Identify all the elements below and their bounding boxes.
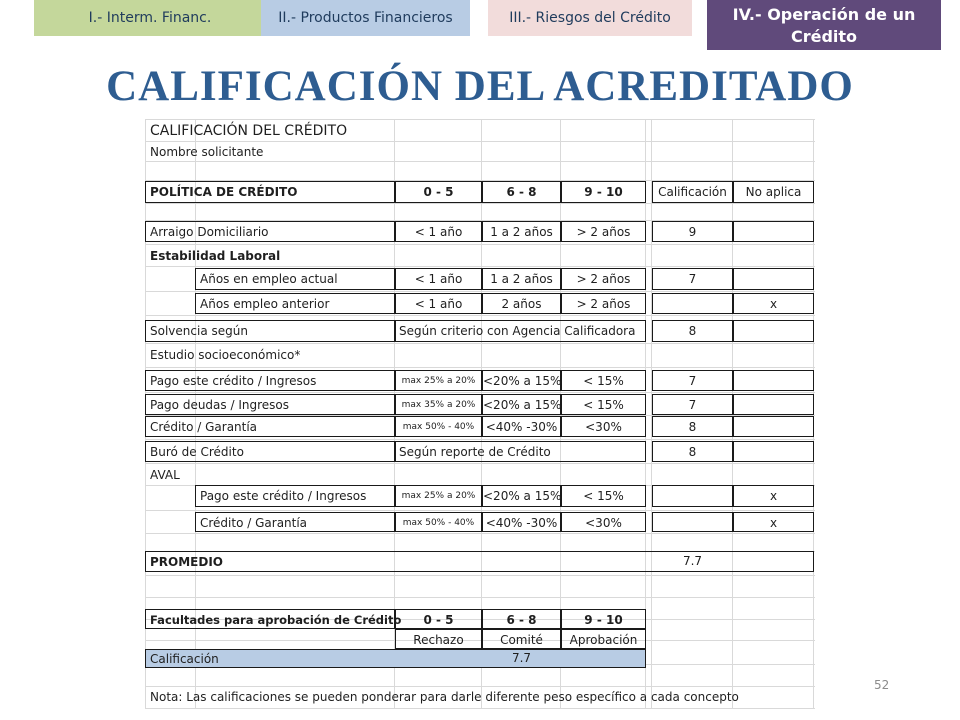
facultades-col3: 9 - 10 xyxy=(561,609,646,629)
aval-pago-c1: max 25% a 20% xyxy=(395,485,482,507)
aval-credito-na[interactable]: x xyxy=(733,512,814,532)
arraigo-label: Arraigo Domiciliario xyxy=(145,221,395,242)
arraigo-score[interactable]: 9 xyxy=(652,221,733,242)
pago-deudas-score[interactable]: 7 xyxy=(652,394,733,415)
promedio-label: PROMEDIO xyxy=(145,551,814,572)
promedio-value: 7.7 xyxy=(682,554,703,568)
facultades-comite: Comité xyxy=(482,629,561,649)
aval-credito-label: Crédito / Garantía xyxy=(195,512,395,532)
estudio-label: Estudio socioeconómico* xyxy=(150,348,301,362)
sheet-heading: CALIFICACIÓN DEL CRÉDITO xyxy=(150,123,348,139)
empleo-anterior-c1: < 1 año xyxy=(395,293,482,314)
policy-col1: 0 - 5 xyxy=(395,181,482,203)
tab-interm-financ[interactable]: I.- Interm. Financ. xyxy=(34,0,266,36)
credito-garantia-label: Crédito / Garantía xyxy=(145,416,395,437)
solvencia-na[interactable] xyxy=(733,320,814,342)
pago-credito-c1: max 25% a 20% xyxy=(395,370,482,391)
arraigo-c2: 1 a 2 años xyxy=(482,221,561,242)
credito-garantia-na[interactable] xyxy=(733,416,814,437)
pago-credito-na[interactable] xyxy=(733,370,814,391)
facultades-col1: 0 - 5 xyxy=(395,609,482,629)
empleo-actual-score[interactable]: 7 xyxy=(652,268,733,290)
facultades-aprobacion: Aprobación xyxy=(561,629,646,649)
empleo-anterior-na[interactable]: x xyxy=(733,293,814,314)
tab-operacion-credito[interactable]: IV.- Operación de un Crédito xyxy=(707,0,941,50)
buro-label: Buró de Crédito xyxy=(145,441,395,462)
credito-garantia-c3: <30% xyxy=(561,416,646,437)
empleo-anterior-c2: 2 años xyxy=(482,293,561,314)
empleo-actual-label: Años en empleo actual xyxy=(195,268,395,290)
policy-label: POLÍTICA DE CRÉDITO xyxy=(145,181,395,203)
empleo-anterior-score[interactable] xyxy=(652,293,733,314)
page-number: 52 xyxy=(874,678,890,692)
facultades-col2: 6 - 8 xyxy=(482,609,561,629)
pago-credito-c3: < 15% xyxy=(561,370,646,391)
calificacion-value: 7.7 xyxy=(511,651,532,665)
tab-riesgos-credito[interactable]: III.- Riesgos del Crédito xyxy=(488,0,692,36)
calificacion-label: Calificación xyxy=(145,649,646,668)
credito-garantia-c2: <40% -30% xyxy=(482,416,561,437)
pago-credito-score[interactable]: 7 xyxy=(652,370,733,391)
aval-credito-c3: <30% xyxy=(561,512,646,532)
aval-pago-c2: <20% a 15% xyxy=(482,485,561,507)
estabilidad-label: Estabilidad Laboral xyxy=(150,249,281,263)
facultades-rechazo: Rechazo xyxy=(395,629,482,649)
aval-credito-c2: <40% -30% xyxy=(482,512,561,532)
empleo-actual-c3: > 2 años xyxy=(561,268,646,290)
policy-col-na: No aplica xyxy=(733,181,814,203)
buro-score[interactable]: 8 xyxy=(652,441,733,462)
spreadsheet xyxy=(145,119,815,709)
aval-credito-score[interactable] xyxy=(652,512,733,532)
empleo-actual-c2: 1 a 2 años xyxy=(482,268,561,290)
page-title: CALIFICACIÓN DEL ACREDITADO xyxy=(106,63,854,110)
pago-credito-label: Pago este crédito / Ingresos xyxy=(145,370,395,391)
arraigo-c3: > 2 años xyxy=(561,221,646,242)
solvencia-label: Solvencia según xyxy=(145,320,395,342)
empleo-anterior-c3: > 2 años xyxy=(561,293,646,314)
arraigo-c1: < 1 año xyxy=(395,221,482,242)
solvencia-score[interactable]: 8 xyxy=(652,320,733,342)
credito-garantia-score[interactable]: 8 xyxy=(652,416,733,437)
solvencia-criteria: Según criterio con Agencia Calificadora xyxy=(395,320,646,342)
policy-col-score: Calificación xyxy=(652,181,733,203)
buro-criteria: Según reporte de Crédito xyxy=(395,441,646,462)
pago-deudas-label: Pago deudas / Ingresos xyxy=(145,394,395,415)
credito-garantia-c1: max 50% - 40% xyxy=(395,416,482,437)
facultades-label: Facultades para aprobación de Crédito xyxy=(145,609,395,629)
pago-credito-c2: <20% a 15% xyxy=(482,370,561,391)
pago-deudas-c1: max 35% a 20% xyxy=(395,394,482,415)
aval-pago-na[interactable]: x xyxy=(733,485,814,507)
arraigo-na[interactable] xyxy=(733,221,814,242)
empleo-actual-c1: < 1 año xyxy=(395,268,482,290)
policy-col3: 9 - 10 xyxy=(561,181,646,203)
pago-deudas-c2: <20% a 15% xyxy=(482,394,561,415)
aval-pago-score[interactable] xyxy=(652,485,733,507)
pago-deudas-na[interactable] xyxy=(733,394,814,415)
applicant-label: Nombre solicitante xyxy=(150,145,264,159)
aval-pago-c3: < 15% xyxy=(561,485,646,507)
empleo-actual-na[interactable] xyxy=(733,268,814,290)
pago-deudas-c3: < 15% xyxy=(561,394,646,415)
tab-productos-financieros[interactable]: II.- Productos Financieros xyxy=(261,0,470,36)
policy-col2: 6 - 8 xyxy=(482,181,561,203)
buro-na[interactable] xyxy=(733,441,814,462)
aval-label: AVAL xyxy=(150,468,180,482)
note: Nota: Las calificaciones se pueden ponderar para darle diferente peso específico a cada concepto xyxy=(150,690,739,704)
empleo-anterior-label: Años empleo anterior xyxy=(195,293,395,314)
aval-credito-c1: max 50% - 40% xyxy=(395,512,482,532)
aval-pago-label: Pago este crédito / Ingresos xyxy=(195,485,395,507)
